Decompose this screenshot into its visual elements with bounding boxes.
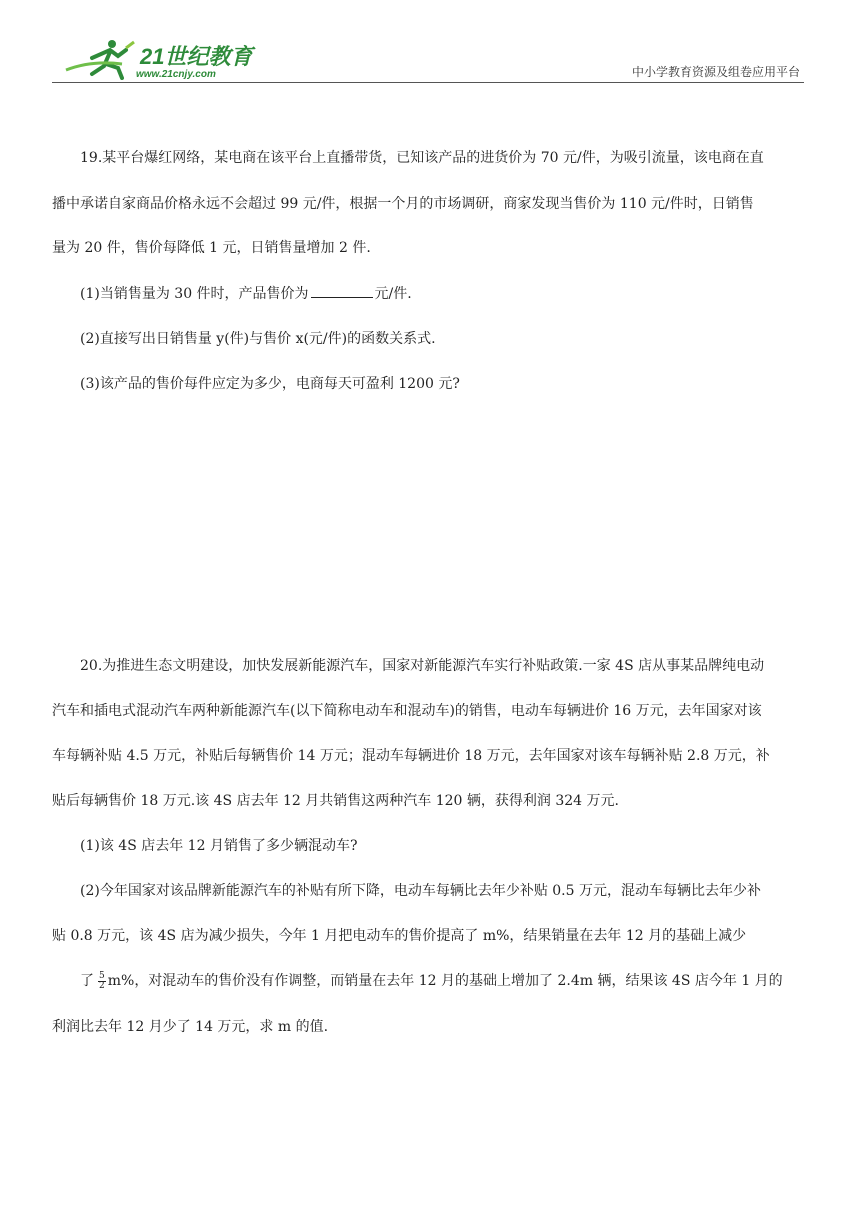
q20-line-1: 20.为推进生态文明建设，加快发展新能源汽车，国家对新能源汽车实行补贴政策.一家 4S 店从事某品牌纯电动 (80, 658, 765, 674)
q20-line-4: 贴后每辆售价 18 万元.该 4S 店去年 12 月共销售这两种汽车 120 辆，获得利润 324 万元. (52, 793, 619, 809)
q20-sub-2-line-4: 利润比去年 12 月少了 14 万元，求 m 的值. (52, 1019, 329, 1035)
answer-blank (311, 283, 373, 298)
logo (62, 36, 282, 80)
q20-sub-2-line-3-text: m%，对混动车的售价没有作调整，而销量在去年 12 月的基础上增加了 2.4m 辆，结果该 4S 店今年 1 月的 (107, 973, 783, 989)
q20-line-3: 车每辆补贴 4.5 万元，补贴后每辆售价 14 万元；混动车每辆进价 18 万元，去年国家对该车每辆补贴 2.8 万元，补 (52, 748, 770, 764)
q19-sub-3: (3)该产品的售价每件应定为多少，电商每天可盈利 1200 元? (80, 376, 460, 392)
fraction-five-halves (98, 972, 106, 991)
runner-icon (66, 40, 134, 78)
q19-sub-2: (2)直接写出日销售量 y(件)与售价 x(元/件)的函数关系式. (80, 331, 436, 347)
q19-line-3: 量为 20 件，售价每降低 1 元，日销售量增加 2 件. (52, 240, 371, 256)
header-platform-name: 中小学教育资源及组卷应用平台 (631, 65, 800, 79)
logo-url: www.21cnjy.com (136, 69, 216, 80)
q19-sub-1-unit: 元/件. (374, 286, 412, 302)
logo-text: 21世纪教育 (140, 44, 253, 69)
q20-sub-2-line-3 (80, 971, 808, 991)
q20-sub-2-le: 了 (80, 973, 94, 989)
fraction-numerator: 5 (99, 970, 105, 981)
q20-line-2: 汽车和插电式混动汽车两种新能源汽车(以下简称电动车和混动车)的销售，电动车每辆进价 16 万元，去年国家对该 (52, 703, 762, 719)
fraction-denominator: 2 (99, 980, 105, 991)
page-header (52, 36, 804, 83)
q20-sub-2-line-1: (2)今年国家对该品牌新能源汽车的补贴有所下降，电动车每辆比去年少补贴 0.5 万元，混动车每辆比去年少补 (80, 883, 761, 899)
q20-sub-2-line-2: 贴 0.8 万元，该 4S 店为减少损失，今年 1 月把电动车的售价提高了 m%，结果销量在去年 12 月的基础上减少 (52, 928, 747, 944)
q19-sub-1 (80, 283, 808, 304)
q19-line-1: 19.某平台爆红网络，某电商在该平台上直播带货，已知该产品的进货价为 70 元/件，为吸引流量，该电商在直 (80, 150, 764, 166)
q20-sub-1: (1)该 4S 店去年 12 月销售了多少辆混动车? (80, 838, 358, 854)
q19-sub-1-text: (1)当销售量为 30 件时，产品售价为 (80, 286, 309, 302)
q19-line-2: 播中承诺自家商品价格永远不会超过 99 元/件，根据一个月的市场调研，商家发现当售价为 110 元/件时，日销售 (52, 196, 754, 212)
